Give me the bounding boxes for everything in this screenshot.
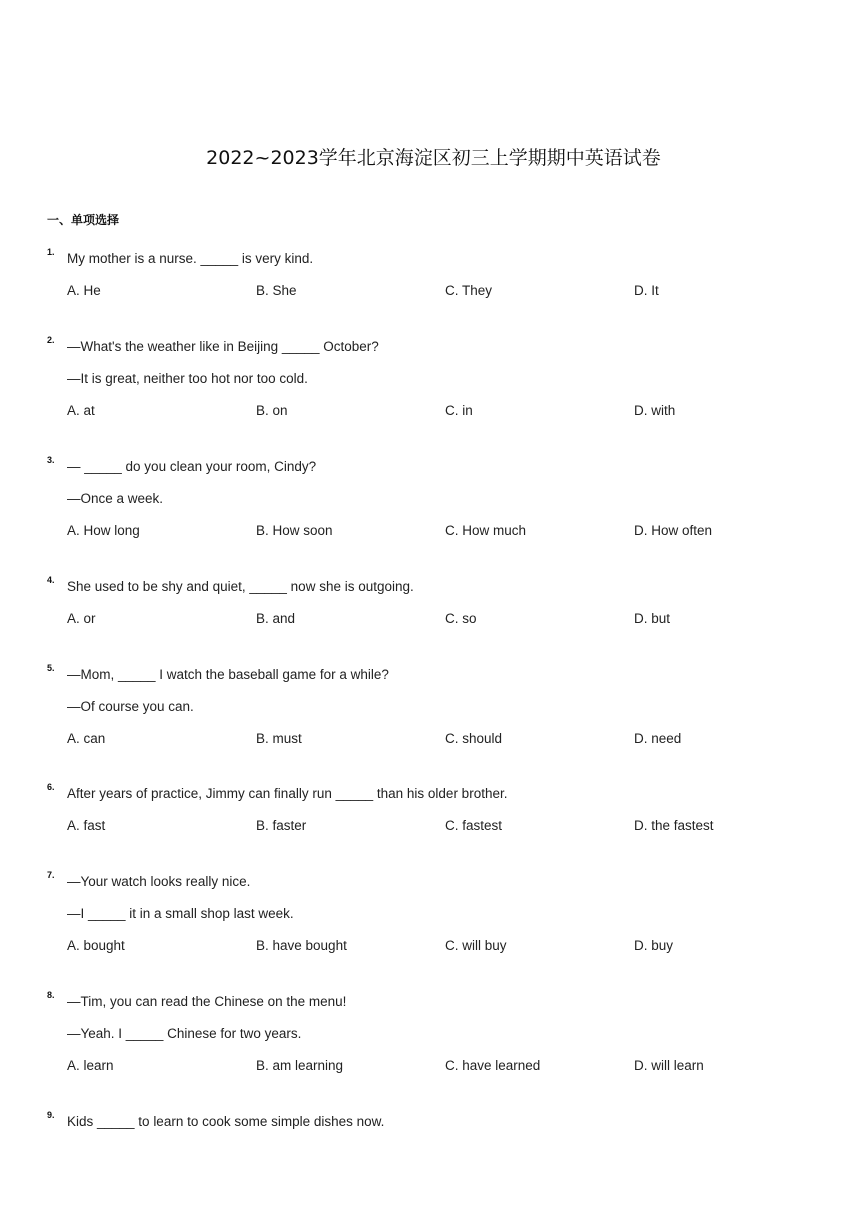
option-b[interactable]: B. faster bbox=[256, 818, 307, 833]
question-text: —Of course you can. bbox=[67, 699, 194, 714]
option-c[interactable]: C. so bbox=[445, 611, 477, 626]
question-number: 2. bbox=[47, 335, 55, 345]
question-text: —Once a week. bbox=[67, 491, 164, 506]
question-text: Kids _____ to learn to cook some simple dishes now. bbox=[67, 1114, 385, 1129]
question-text: —I _____ it in a small shop last week. bbox=[67, 906, 294, 921]
option-a[interactable]: A. bought bbox=[67, 938, 125, 953]
option-b[interactable]: B. must bbox=[256, 731, 302, 746]
question-text: My mother is a nurse. _____ is very kind. bbox=[67, 251, 314, 266]
option-d[interactable]: D. the fastest bbox=[634, 818, 714, 833]
option-a[interactable]: A. or bbox=[67, 611, 96, 626]
option-a[interactable]: A. at bbox=[67, 403, 95, 418]
option-b[interactable]: B. How soon bbox=[256, 523, 333, 538]
question-number: 6. bbox=[47, 782, 55, 792]
question-text: —It is great, neither too hot nor too cold. bbox=[67, 371, 308, 386]
option-c[interactable]: C. How much bbox=[445, 523, 527, 538]
option-d[interactable]: D. It bbox=[634, 283, 659, 298]
option-d[interactable]: D. How often bbox=[634, 523, 713, 538]
option-d[interactable]: D. need bbox=[634, 731, 682, 746]
question-number: 5. bbox=[47, 663, 55, 673]
question-text: —Tim, you can read the Chinese on the menu! bbox=[67, 994, 347, 1009]
question-text: After years of practice, Jimmy can finally run _____ than his older brother. bbox=[67, 786, 508, 801]
question-number: 8. bbox=[47, 990, 55, 1000]
option-d[interactable]: D. but bbox=[634, 611, 671, 626]
question-text: —Yeah. I _____ Chinese for two years. bbox=[67, 1026, 302, 1041]
option-b[interactable]: B. on bbox=[256, 403, 288, 418]
question-number: 7. bbox=[47, 870, 55, 880]
option-a[interactable]: A. can bbox=[67, 731, 106, 746]
question-text: — _____ do you clean your room, Cindy? bbox=[67, 459, 317, 474]
option-c[interactable]: C. will buy bbox=[445, 938, 507, 953]
option-d[interactable]: D. will learn bbox=[634, 1058, 704, 1073]
option-a[interactable]: A. How long bbox=[67, 523, 140, 538]
option-d[interactable]: D. buy bbox=[634, 938, 674, 953]
option-c[interactable]: C. in bbox=[445, 403, 473, 418]
question-number: 4. bbox=[47, 575, 55, 585]
question-text: She used to be shy and quiet, _____ now she is outgoing. bbox=[67, 579, 414, 594]
option-c[interactable]: C. They bbox=[445, 283, 493, 298]
option-a[interactable]: A. He bbox=[67, 283, 101, 298]
option-c[interactable]: C. fastest bbox=[445, 818, 503, 833]
option-a[interactable]: A. fast bbox=[67, 818, 106, 833]
page-title: 2022~2023学年北京海淀区初三上学期期中英语试卷 bbox=[206, 147, 661, 169]
question-number: 9. bbox=[47, 1110, 55, 1120]
option-b[interactable]: B. have bought bbox=[256, 938, 347, 953]
question-text: —Mom, _____ I watch the baseball game for a while? bbox=[67, 667, 389, 682]
question-text: —What's the weather like in Beijing _____ October? bbox=[67, 339, 379, 354]
question-text: —Your watch looks really nice. bbox=[67, 874, 251, 889]
option-b[interactable]: B. am learning bbox=[256, 1058, 344, 1073]
option-d[interactable]: D. with bbox=[634, 403, 676, 418]
question-number: 1. bbox=[47, 247, 55, 257]
option-b[interactable]: B. She bbox=[256, 283, 297, 298]
option-c[interactable]: C. should bbox=[445, 731, 503, 746]
option-c[interactable]: C. have learned bbox=[445, 1058, 541, 1073]
option-a[interactable]: A. learn bbox=[67, 1058, 114, 1073]
option-b[interactable]: B. and bbox=[256, 611, 296, 626]
section-heading: 一、单项选择 bbox=[47, 213, 120, 227]
question-number: 3. bbox=[47, 455, 55, 465]
